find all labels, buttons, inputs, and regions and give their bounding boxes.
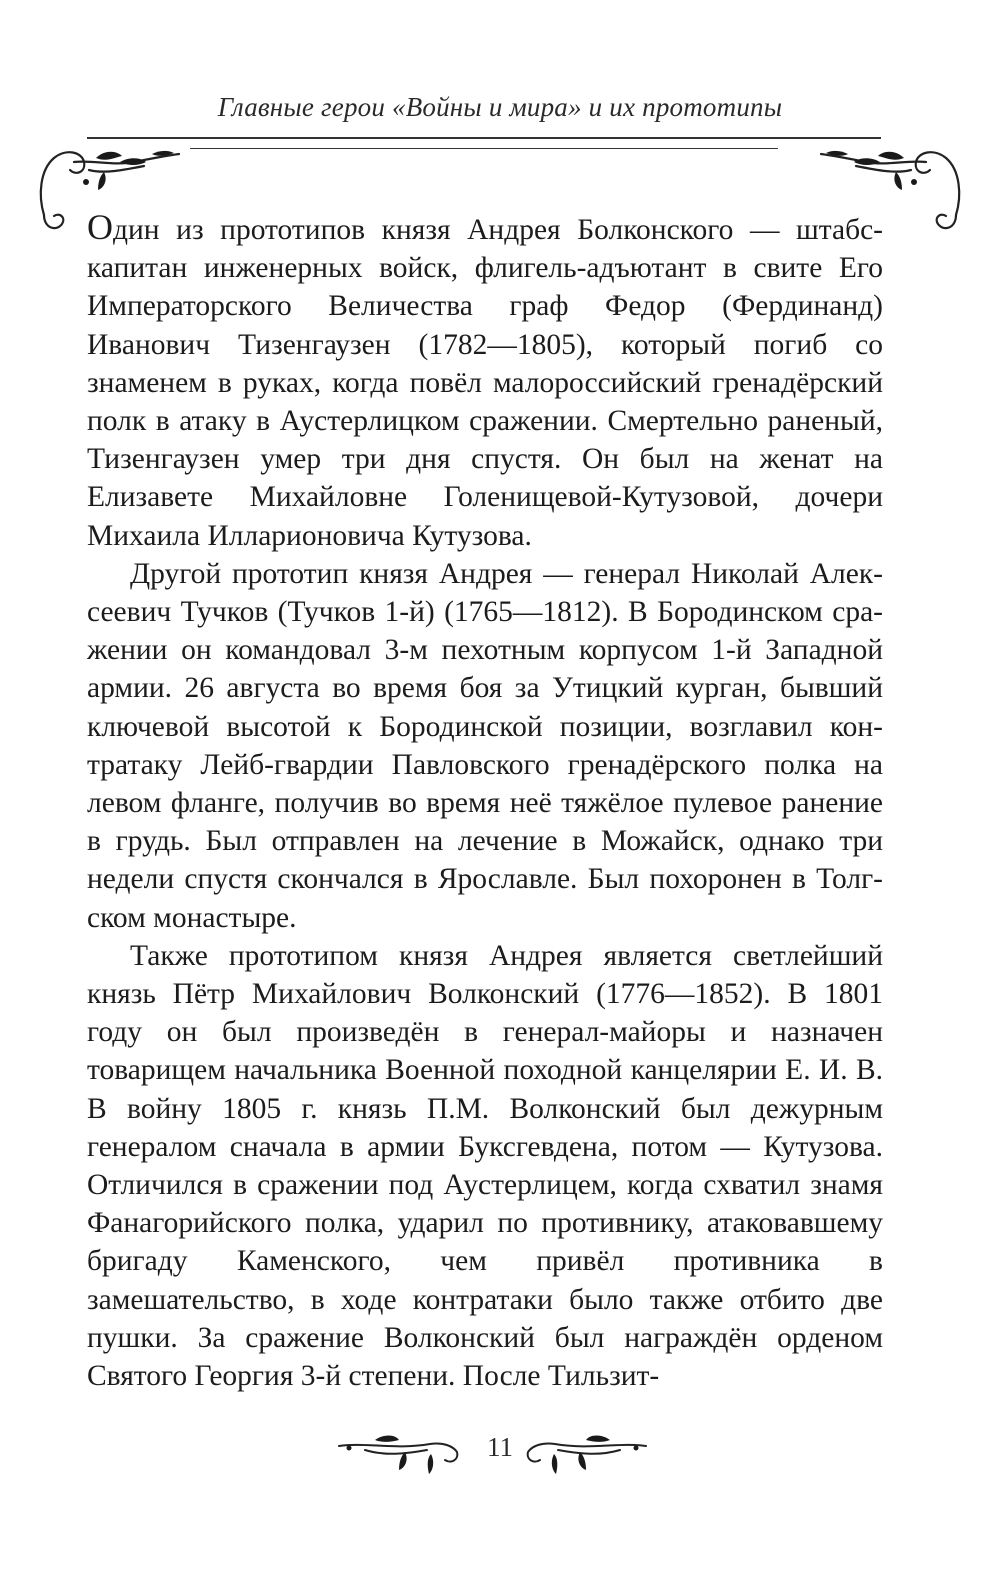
paragraph-3: Также прототипом князя Андрея является светлейший князь Пётр Михайлович Волконский (1776—1852). В 1801 году он был произведён в генерал-майоры и назначен товарищем начальника Военной походной канцелярии Е. И. В. В войну 1805 г. князь П.М. Волконский был дежурным генералом сначала в армии Буксгевдена, потом — Кутузова. Отличился в сражении под Аустерлицем, когда схватил знамя Фанагорийского полка, ударил по противнику, атаковавшему бригаду Каменского, чем привёл противника в замешательство, в ходе контратаки было также отбито две пушки. За сражение Волконский был награждён орденом Святого Георгия 3-й степени. После Тильзит- — [87, 939, 883, 1393]
paragraph-1-text: дин из прототипов князя Андрея Болконского — штабс-капитан инженерных войск, флигель-адъютант в свите Его Императорского Величества граф Федор (Фердинанд) Иванович Тизенгаузен (1782—1805), который погиб со знаменем в руках, когда повёл малороссийский гренадёрский полк в атаку в Аустерлицком сражении. Смертельно раненый, Тизенгаузен умер три дня спустя. Он был на женат на Елизавете Михайловне Голенищевой-Кутузовой, дочери Михаила Илларионовича Кутузова. — [87, 214, 883, 552]
paragraph-2: Другой прототип князя Андрея — генерал Николай Алексеевич Тучков (Тучков 1-й) (1765—1812). В Бородинском сражении он командовал 3-м пехотным корпусом 1-й Западной армии. 26 августа во время боя за Утицкий курган, бывший ключевой высотой к Бородинской позиции, возглавил контратаку Лейб-гвардии Павловского гренадёрского полка на левом фланге, получив во время неё тяжёлое пулевое ранение в грудь. Был отправлен на лечение в Можайск, однако три недели спустя скончался в Ярославле. Был похоронен в Толгском монастыре. — [87, 557, 883, 934]
page-number: 11 — [487, 1432, 513, 1462]
running-title: Главные герои «Войны и мира» и их прототипы — [217, 92, 783, 122]
body-text — [87, 208, 883, 1395]
header-rule-bottom — [190, 148, 778, 149]
paragraph-1 — [87, 208, 883, 555]
paragraph-1-first-letter: О — [87, 207, 113, 247]
footer-ornament-right-icon — [522, 1428, 650, 1478]
header-rule-top — [87, 137, 881, 139]
